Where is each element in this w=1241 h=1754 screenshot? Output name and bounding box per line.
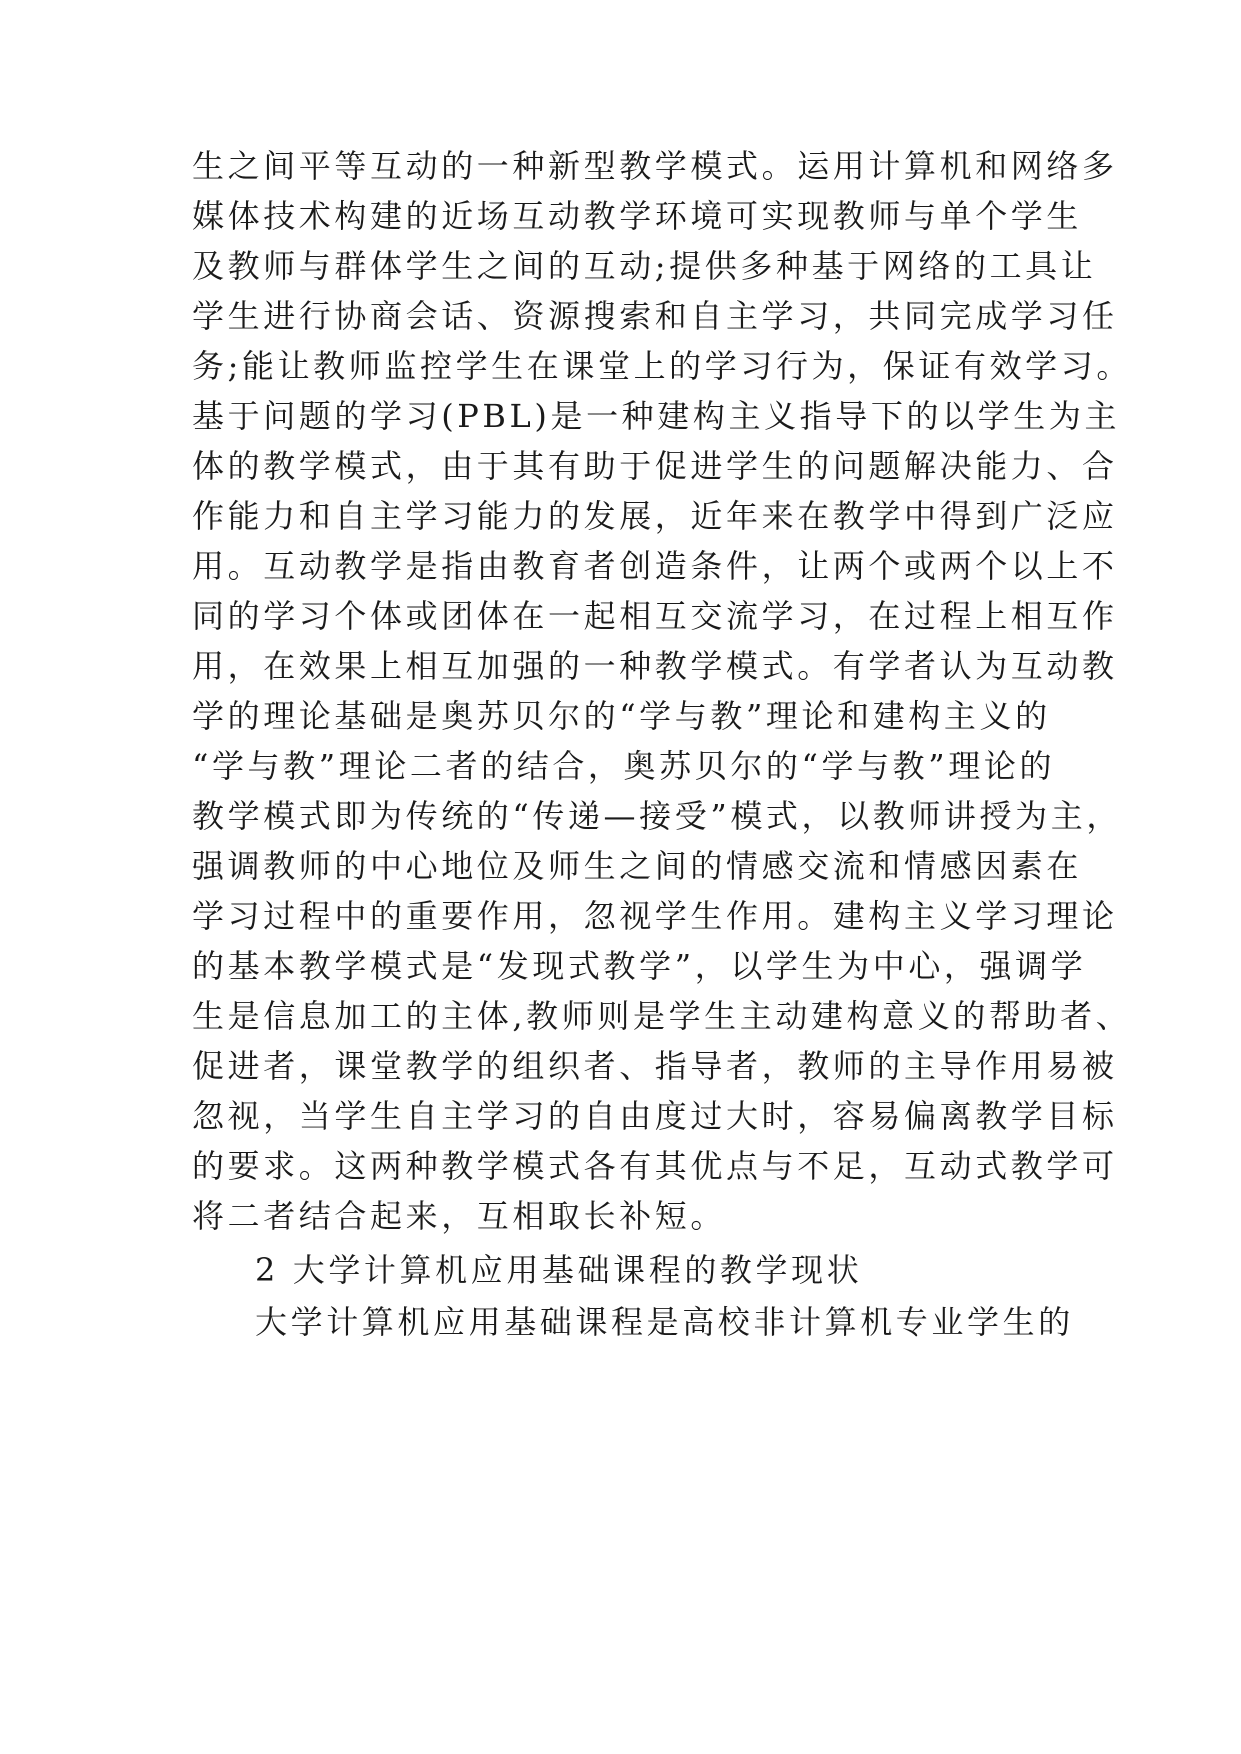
body-text-line: 用。互动教学是指由教育者创造条件，让两个或两个以上不 xyxy=(192,547,1118,585)
body-text-line: 的要求。这两种教学模式各有其优点与不足，互动式教学可 xyxy=(192,1147,1118,1185)
body-text-line: 用，在效果上相互加强的一种教学模式。有学者认为互动教 xyxy=(192,647,1118,685)
body-text-line: 学生进行协商会话、资源搜索和自主学习，共同完成学习任 xyxy=(192,297,1118,335)
body-text-line: 忽视，当学生自主学习的自由度过大时，容易偏离教学目标 xyxy=(192,1097,1118,1135)
body-text-line: 促进者，课堂教学的组织者、指导者，教师的主导作用易被 xyxy=(192,1047,1118,1085)
body-text-line: 生之间平等互动的一种新型教学模式。运用计算机和网络多 xyxy=(192,147,1118,185)
body-text-line: 媒体技术构建的近场互动教学环境可实现教师与单个学生 xyxy=(192,197,1083,235)
body-text-line: 务;能让教师监控学生在课堂上的学习行为，保证有效学习。 xyxy=(192,347,1132,385)
body-text-line: 的基本教学模式是“发现式教学”，以学生为中心，强调学 xyxy=(192,947,1087,985)
body-text-line: 教学模式即为传统的“传递—接受”模式，以教师讲授为主， xyxy=(192,797,1122,835)
body-text-line: 及教师与群体学生之间的互动;提供多种基于网络的工具让 xyxy=(192,247,1097,285)
body-text-line: 同的学习个体或团体在一起相互交流学习，在过程上相互作 xyxy=(192,597,1118,635)
body-text-line: 学的理论基础是奥苏贝尔的“学与教”理论和建构主义的 xyxy=(192,697,1051,735)
body-text-line: 体的教学模式，由于其有助于促进学生的问题解决能力、合 xyxy=(192,447,1118,485)
body-text-line: 基于问题的学习(PBL)是一种建构主义指导下的以学生为主 xyxy=(192,397,1121,435)
section-heading: 2 大学计算机应用基础课程的教学现状 xyxy=(255,1251,863,1289)
body-text-line: “学与教”理论二者的结合，奥苏贝尔的“学与教”理论的 xyxy=(192,747,1056,785)
body-text-line: 大学计算机应用基础课程是高校非计算机专业学生的 xyxy=(255,1303,1074,1341)
body-text-line: 将二者结合起来，互相取长补短。 xyxy=(192,1197,727,1235)
body-text-line: 生是信息加工的主体,教师则是学生主动建构意义的帮助者、 xyxy=(192,997,1132,1035)
body-text-line: 强调教师的中心地位及师生之间的情感交流和情感因素在 xyxy=(192,847,1083,885)
body-text-line: 学习过程中的重要作用，忽视学生作用。建构主义学习理论 xyxy=(192,897,1118,935)
body-text-line: 作能力和自主学习能力的发展，近年来在教学中得到广泛应 xyxy=(192,497,1118,535)
